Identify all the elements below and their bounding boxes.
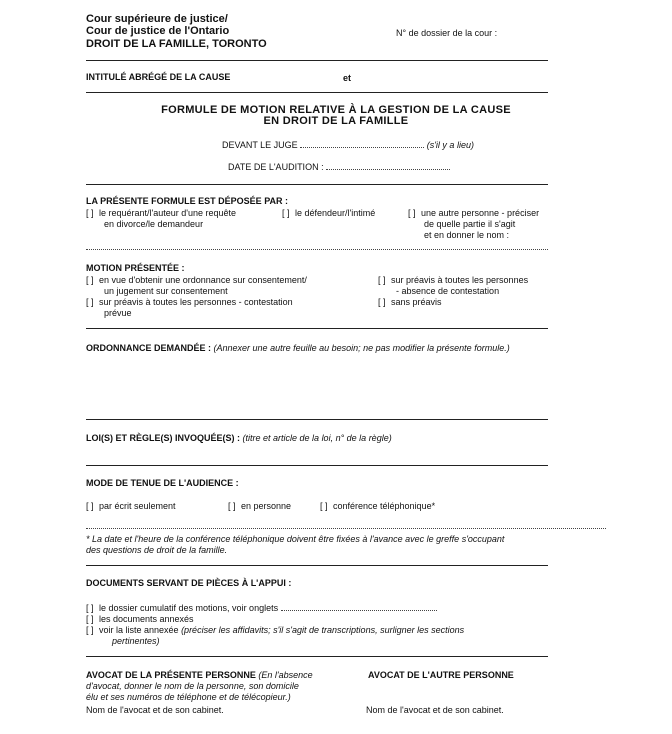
checkbox[interactable]: [ ]	[86, 297, 94, 307]
documents-list-option[interactable]: [ ] voir la liste annexée (préciser les affidavits; s'il s'agit de transcriptions, surligner les sections	[86, 625, 465, 635]
checkbox[interactable]: [ ]	[378, 297, 386, 307]
court-name-line1: Cour supérieure de justice/	[86, 13, 228, 25]
checkbox[interactable]: [ ]	[86, 501, 94, 511]
divider	[86, 565, 548, 566]
checkbox[interactable]: [ ]	[228, 501, 236, 511]
short-title-and: et	[343, 73, 352, 83]
divider	[86, 328, 548, 329]
checkbox[interactable]: [ ]	[378, 275, 386, 285]
hearing-in-person-option[interactable]: [ ] en personne	[228, 501, 292, 511]
laws-heading: LOI(S) ET RÈGLE(S) INVOQUÉE(S) :	[86, 433, 241, 443]
phone-note-line2: des questions de droit de la famille.	[86, 545, 228, 555]
motion-uncontested-option[interactable]: [ ] sur préavis à toutes les personnes	[378, 275, 529, 285]
phone-note-line1: * La date et l'heure de la conférence téléphonique doivent être fixées à l'avance avec le greffe s'occupant	[86, 534, 505, 544]
lawyer-other-heading: AVOCAT DE L'AUTRE PERSONNE	[368, 670, 514, 680]
divider	[86, 249, 548, 250]
documents-heading: DOCUMENTS SERVANT DE PIÈCES À L'APPUI :	[86, 578, 292, 588]
checkbox[interactable]: [ ]	[320, 501, 328, 511]
short-title-label: INTITULÉ ABRÉGÉ DE LA CAUSE	[86, 72, 231, 82]
checkbox[interactable]: [ ]	[86, 603, 94, 613]
hearing-date-label: DATE DE L'AUDITION :	[228, 162, 324, 172]
divider	[86, 60, 548, 61]
divider	[86, 184, 548, 185]
documents-attached-option[interactable]: [ ] les documents annexés	[86, 614, 194, 624]
court-division: DROIT DE LA FAMILLE, TORONTO	[86, 38, 267, 50]
divider	[86, 528, 606, 529]
filed-by-respondent-option[interactable]: [ ] le défendeur/l'intimé	[282, 208, 376, 218]
laws-note: (titre et article de la loi, n° de la règle)	[242, 433, 392, 443]
motion-heading: MOTION PRÉSENTÉE :	[86, 263, 185, 273]
lawyer-this-name-label: Nom de l'avocat et de son cabinet.	[86, 705, 224, 715]
order-requested-heading: ORDONNANCE DEMANDÉE :	[86, 343, 212, 353]
hearing-method-heading: MODE DE TENUE DE L'AUDIENCE :	[86, 478, 239, 488]
documents-list-note-line2: pertinentes)	[112, 636, 160, 646]
divider	[86, 656, 548, 657]
before-judge-label: DEVANT LE JUGE	[222, 140, 298, 150]
hearing-written-option[interactable]: [ ] par écrit seulement	[86, 501, 176, 511]
court-name-line2: Cour de justice de l'Ontario	[86, 25, 230, 37]
filed-by-heading: LA PRÉSENTE FORMULE EST DÉPOSÉE PAR :	[86, 196, 289, 206]
form-title-line2: EN DROIT DE LA FAMILLE	[263, 115, 409, 127]
lawyer-other-name-label: Nom de l'avocat et de son cabinet.	[366, 705, 504, 715]
laws-field[interactable]	[86, 465, 548, 466]
motion-consent-option[interactable]: [ ] en vue d'obtenir une ordonnance sur consentement/	[86, 275, 307, 285]
checkbox[interactable]: [ ]	[282, 208, 290, 218]
checkbox[interactable]: [ ]	[408, 208, 416, 218]
lawyer-this-row	[86, 670, 313, 680]
order-requested-note: (Annexer une autre feuille au besoin; ne pas modifier la présente formule.)	[213, 343, 510, 353]
order-requested-row	[86, 343, 510, 353]
lawyer-this-note-line1: (En l'absence	[258, 670, 313, 680]
motion-consent-line2: un jugement sur consentement	[104, 286, 228, 296]
lawyer-this-note-line3: élu et ses numéros de téléphone et de télécopieur.)	[86, 692, 291, 702]
hearing-date-row	[228, 162, 450, 172]
motion-without-notice-option[interactable]: [ ] sans préavis	[378, 297, 442, 307]
form-title-line1: FORMULE DE MOTION RELATIVE À LA GESTION DE LA CAUSE	[161, 104, 511, 116]
checkbox[interactable]: [ ]	[86, 275, 94, 285]
lawyer-this-note-line2: d'avocat, donner le nom de la personne, son domicile	[86, 681, 299, 691]
motion-uncontested-line2: - absence de contestation	[396, 286, 500, 296]
order-requested-field[interactable]	[86, 419, 548, 420]
filed-by-applicant-option[interactable]: [ ] le requérant/l'auteur d'une requête	[86, 208, 237, 218]
filed-by-other-line3: et en donner le nom :	[424, 230, 510, 240]
laws-row	[86, 433, 392, 443]
checkbox[interactable]: [ ]	[86, 614, 94, 624]
checkbox[interactable]: [ ]	[86, 208, 94, 218]
court-header	[86, 13, 267, 50]
checkbox[interactable]: [ ]	[86, 625, 94, 635]
filed-by-applicant-line2: en divorce/le demandeur	[104, 219, 204, 229]
before-judge-row	[222, 140, 474, 150]
before-judge-note: (s'il y a lieu)	[426, 140, 474, 150]
file-number-label: N° de dossier de la cour :	[396, 28, 498, 38]
filed-by-other-option[interactable]: [ ] une autre personne - préciser	[408, 208, 540, 218]
lawyer-this-heading: AVOCAT DE LA PRÉSENTE PERSONNE	[86, 670, 256, 680]
hearing-date-field[interactable]	[326, 169, 450, 170]
tabs-field[interactable]	[281, 610, 437, 611]
motion-contested-option[interactable]: [ ] sur préavis à toutes les personnes - contestation	[86, 297, 293, 307]
judge-name-field[interactable]	[300, 147, 424, 148]
documents-record-option[interactable]: [ ] le dossier cumulatif des motions, voir onglets	[86, 603, 437, 613]
hearing-phone-option[interactable]: [ ] conférence téléphonique*	[320, 501, 436, 511]
divider	[86, 92, 548, 93]
filed-by-other-line2: de quelle partie il s'agit	[424, 219, 516, 229]
motion-contested-line2: prévue	[104, 308, 132, 318]
